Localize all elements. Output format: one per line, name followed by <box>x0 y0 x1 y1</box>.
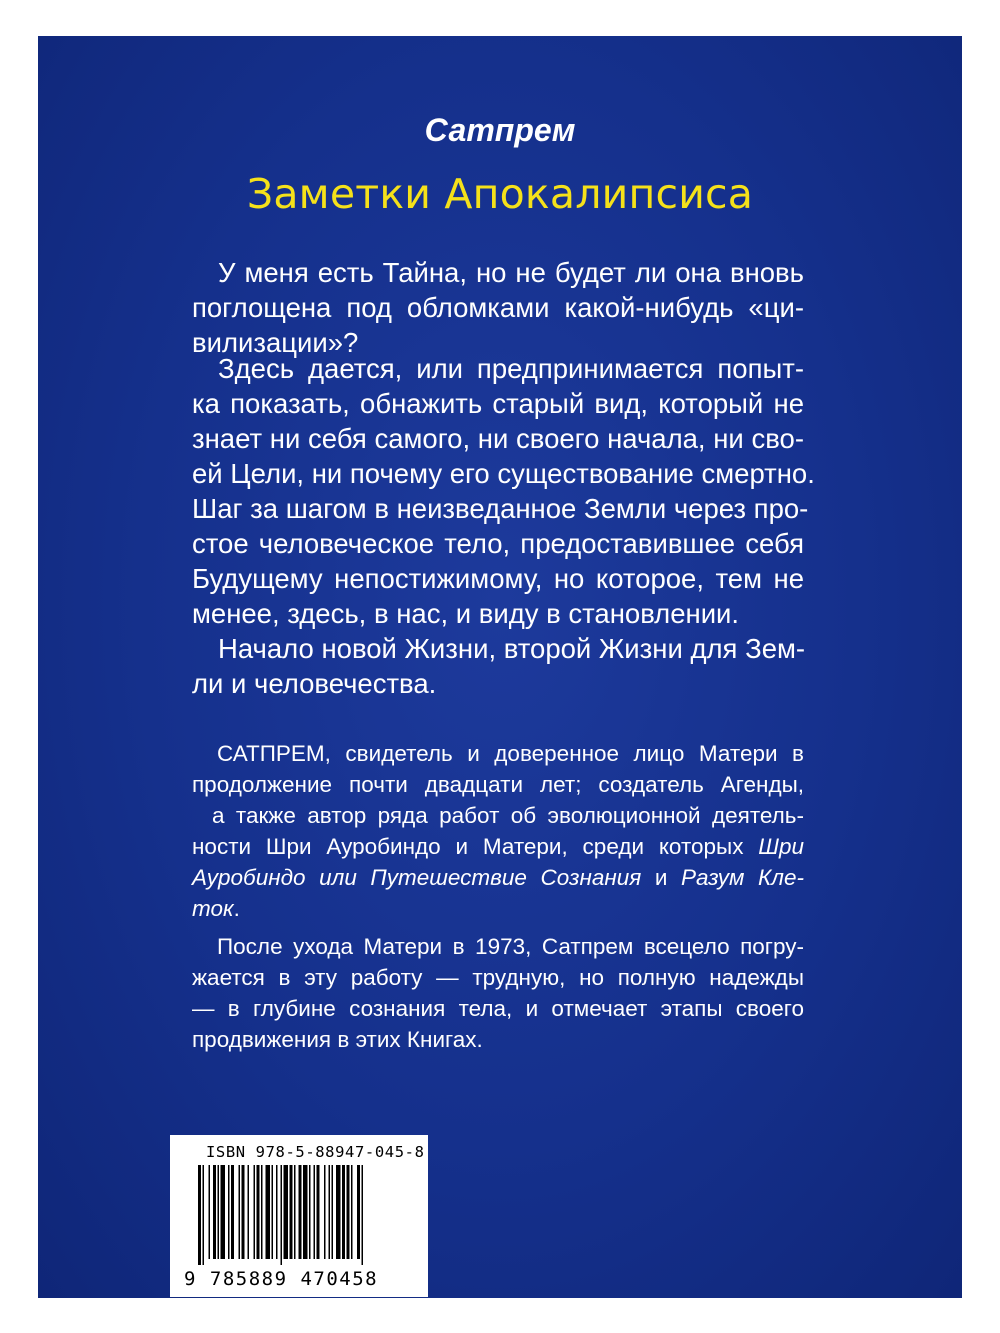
bio-line: ности Шри Ауробиндо и Матери, среди которых Шри <box>192 834 804 859</box>
barcode-bar <box>309 1165 311 1259</box>
annotation-line: стое человеческое тело, предоставившее себя <box>192 528 804 559</box>
annotation-line: ка показать, обнажить старый вид, который не <box>192 388 804 419</box>
barcode-bar <box>203 1165 205 1265</box>
barcode-bar <box>324 1165 326 1259</box>
barcode-bar <box>290 1165 293 1259</box>
barcode-bar <box>248 1165 250 1259</box>
barcode-bar <box>218 1165 220 1259</box>
annotation-line: У меня есть Тайна, но не будет ли она вновь <box>218 257 804 288</box>
barcode-bar <box>209 1165 211 1259</box>
barcode-bar <box>317 1165 320 1259</box>
author-name: Сатпрем <box>424 112 576 148</box>
isbn-barcode <box>170 1135 428 1297</box>
barcode-bar <box>342 1165 345 1259</box>
annotation-line: поглощена под обломками какой-нибудь «ци- <box>192 292 804 323</box>
annotation-line: ей Цели, ни почему его существование смертно. <box>192 458 815 489</box>
annotation-line: Здесь дается, или предпринимается попыт- <box>218 353 804 384</box>
barcode-bar <box>231 1165 234 1259</box>
bio-line: продолжение почти двадцати лет; создатель Агенды, <box>192 772 804 797</box>
barcode-bar <box>303 1165 308 1259</box>
barcode-bar <box>261 1165 263 1259</box>
barcode-bar <box>239 1165 241 1259</box>
barcode-bar <box>254 1165 256 1259</box>
barcode-bar <box>281 1165 283 1265</box>
annotation-line: Шаг за шагом в неизведанное Земли через про- <box>192 493 809 524</box>
bio-line: САТПРЕМ, свидетель и доверенное лицо Матери в <box>217 741 804 766</box>
barcode-bar <box>266 1165 271 1259</box>
barcode-bar <box>357 1165 360 1259</box>
barcode-bar <box>221 1165 226 1259</box>
ean-number: 9 785889 470458 <box>184 1268 379 1290</box>
barcode-bar <box>351 1165 353 1259</box>
barcode-bar <box>276 1165 278 1259</box>
barcode-bar <box>272 1165 274 1259</box>
barcode-bar <box>228 1165 230 1259</box>
barcode-bar <box>294 1165 296 1259</box>
barcode-bars <box>198 1165 418 1265</box>
bio-line: продвижения в этих Книгах. <box>192 1027 483 1052</box>
annotation-line: знает ни себя самого, ни своего начала, ни сво- <box>192 423 804 454</box>
barcode-bar <box>329 1165 331 1259</box>
barcode-bar <box>336 1165 341 1259</box>
annotation-line: вилизации»? <box>192 327 359 358</box>
annotation-line: Будущему непостижимому, но которое, тем не <box>192 563 804 594</box>
barcode-bar <box>257 1165 260 1259</box>
barcode-bar <box>299 1165 302 1259</box>
barcode-bar <box>332 1165 334 1259</box>
barcode-bar <box>284 1165 289 1259</box>
bio-line: жается в эту работу — трудную, но полную надежды <box>192 965 804 990</box>
book-title: Заметки Апокалипсиса <box>246 170 754 218</box>
barcode-bar <box>347 1165 350 1259</box>
bio-line: После ухода Матери в 1973, Сатпрем всецело погру- <box>217 934 804 959</box>
bio-line: ток. <box>192 896 240 921</box>
bio-line: — в глубине сознания тела, и отмечает этапы своего <box>192 996 804 1021</box>
barcode-bar <box>198 1165 201 1265</box>
barcode-bar <box>242 1165 245 1259</box>
annotation-line: ли и человечества. <box>192 668 437 699</box>
bio-line: а также автор ряда работ об эволюционной деятель- <box>212 803 804 828</box>
isbn-number: ISBN 978-5-88947-045-8 <box>206 1143 425 1161</box>
barcode-bar <box>213 1165 216 1259</box>
barcode-bar <box>362 1165 364 1265</box>
annotation-line: менее, здесь, в нас, и виду в становлении. <box>192 598 740 629</box>
annotation-line: Начало новой Жизни, второй Жизни для Зем- <box>218 633 806 664</box>
bio-line: Ауробиндо или Путешествие Сознания и Разум Кле- <box>192 865 805 890</box>
barcode-bar <box>314 1165 316 1259</box>
